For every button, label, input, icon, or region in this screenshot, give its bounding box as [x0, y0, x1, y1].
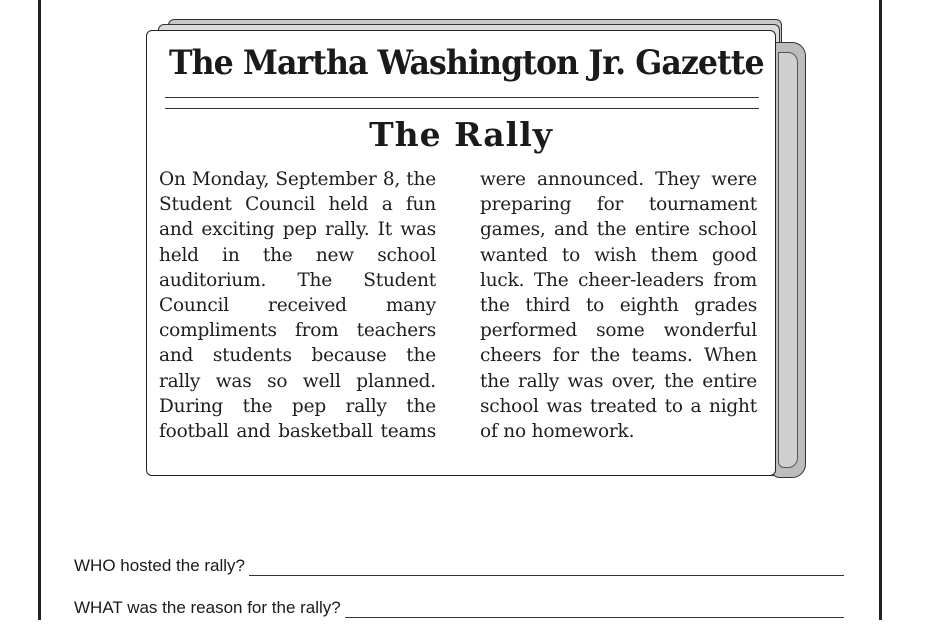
page-border-right	[879, 0, 882, 620]
page-border-left	[38, 0, 41, 620]
paper-curl-inner-edge	[778, 52, 798, 468]
question-label: WHAT was the reason for the rally?	[74, 598, 341, 617]
answer-line[interactable]	[249, 557, 844, 576]
newspaper-page	[146, 30, 776, 476]
question-list	[74, 552, 844, 636]
newspaper-masthead: The Martha Washington Jr. Gazette	[168, 43, 764, 83]
question-label: WHO hosted the rally?	[74, 556, 246, 575]
article-headline: The Rally	[369, 115, 553, 154]
masthead-rule-top	[165, 97, 759, 98]
answer-line[interactable]	[345, 599, 844, 618]
question-what	[74, 594, 844, 618]
article-body: On Monday, September 8, the Student Council held a fun and exciting pep rally. It was held in the new school auditorium. The Student Council received many compliments from teachers and students because the rally was so well planned. During the pep rally the football and basketball teams were announced. They were preparing for tournament games, and the entire school wanted to wish them good luck. The cheer-leaders from the third to eighth grades performed some wonderful cheers for the teams. When the rally was over, the entire school was treated to a night of no homework.	[159, 169, 757, 443]
masthead-rule-bottom	[165, 108, 759, 109]
question-who	[74, 552, 844, 576]
